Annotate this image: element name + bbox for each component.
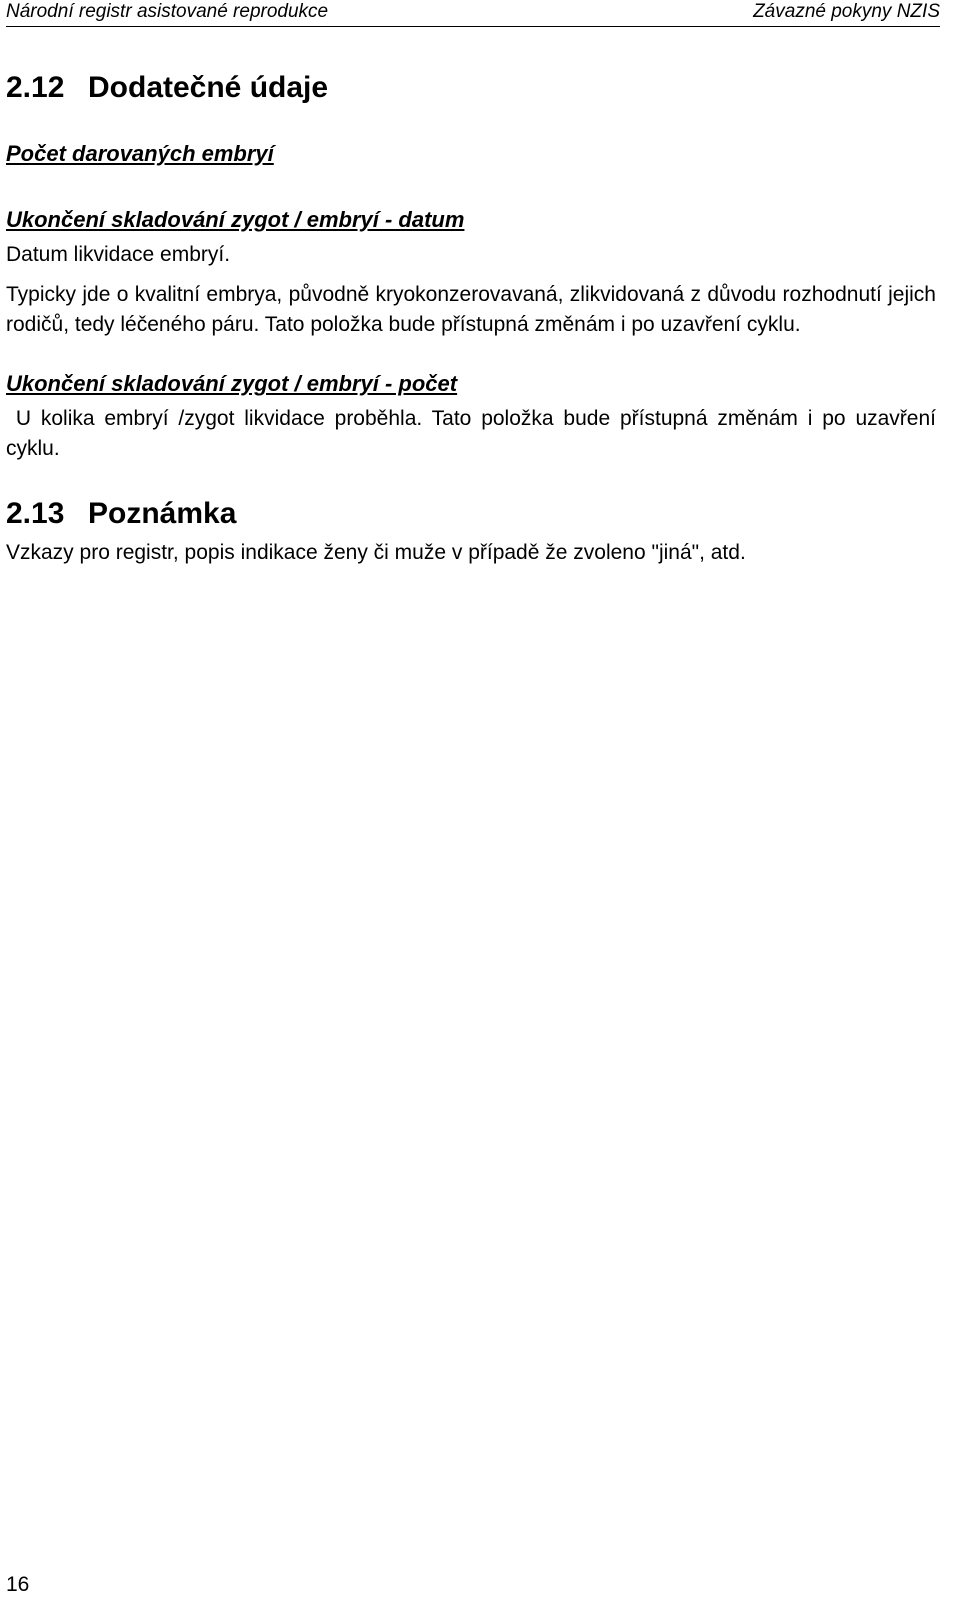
- paragraph-disposal-count: U kolika embryí /zygot likvidace proběhla. Tato položka bude přístupná změnám i po uzavření cyklu.: [6, 407, 942, 460]
- header-document-type: Závazné pokyny NZIS: [753, 1, 940, 22]
- field-title-donated-embryos: Počet darovaných embryí: [6, 141, 274, 166]
- section-title-2-12: Dodatečné údaje: [88, 71, 329, 104]
- section-heading-2-12: [6, 70, 936, 106]
- running-header: [6, 0, 940, 27]
- spacer: [6, 270, 936, 280]
- field-title-storage-end-date: Ukončení skladování zygot / embryí - datum: [6, 207, 465, 232]
- section-heading-2-13: [6, 496, 936, 532]
- page-number: 16: [6, 1573, 30, 1596]
- spacer: [6, 340, 936, 370]
- document-body: [6, 60, 942, 568]
- field-title-storage-end-count: Ukončení skladování zygot / embryí - počet: [6, 371, 458, 396]
- paragraph-disposal-date: Datum likvidace embryí.: [6, 243, 231, 266]
- spacer: [6, 106, 936, 140]
- section-number-2-12: 2.12: [6, 71, 65, 104]
- paragraph-disposal-description: Typicky jde o kvalitní embrya, původně kryokonzerovavaná, zlikvidovaná z důvodu rozhodnutí jejich rodičů, tedy léčeného páru. Tato položka bude přístupná změnám i po uzavření cyklu.: [6, 283, 936, 336]
- section-title-2-13: Poznámka: [88, 497, 237, 530]
- spacer: [6, 168, 936, 206]
- paragraph-note-description: Vzkazy pro registr, popis indikace ženy či muže v případě že zvoleno "jiná", atd.: [6, 541, 746, 564]
- section-number-2-13: 2.13: [6, 497, 65, 530]
- spacer: [6, 464, 936, 496]
- header-registry-name: Národní registr asistované reprodukce: [6, 1, 329, 22]
